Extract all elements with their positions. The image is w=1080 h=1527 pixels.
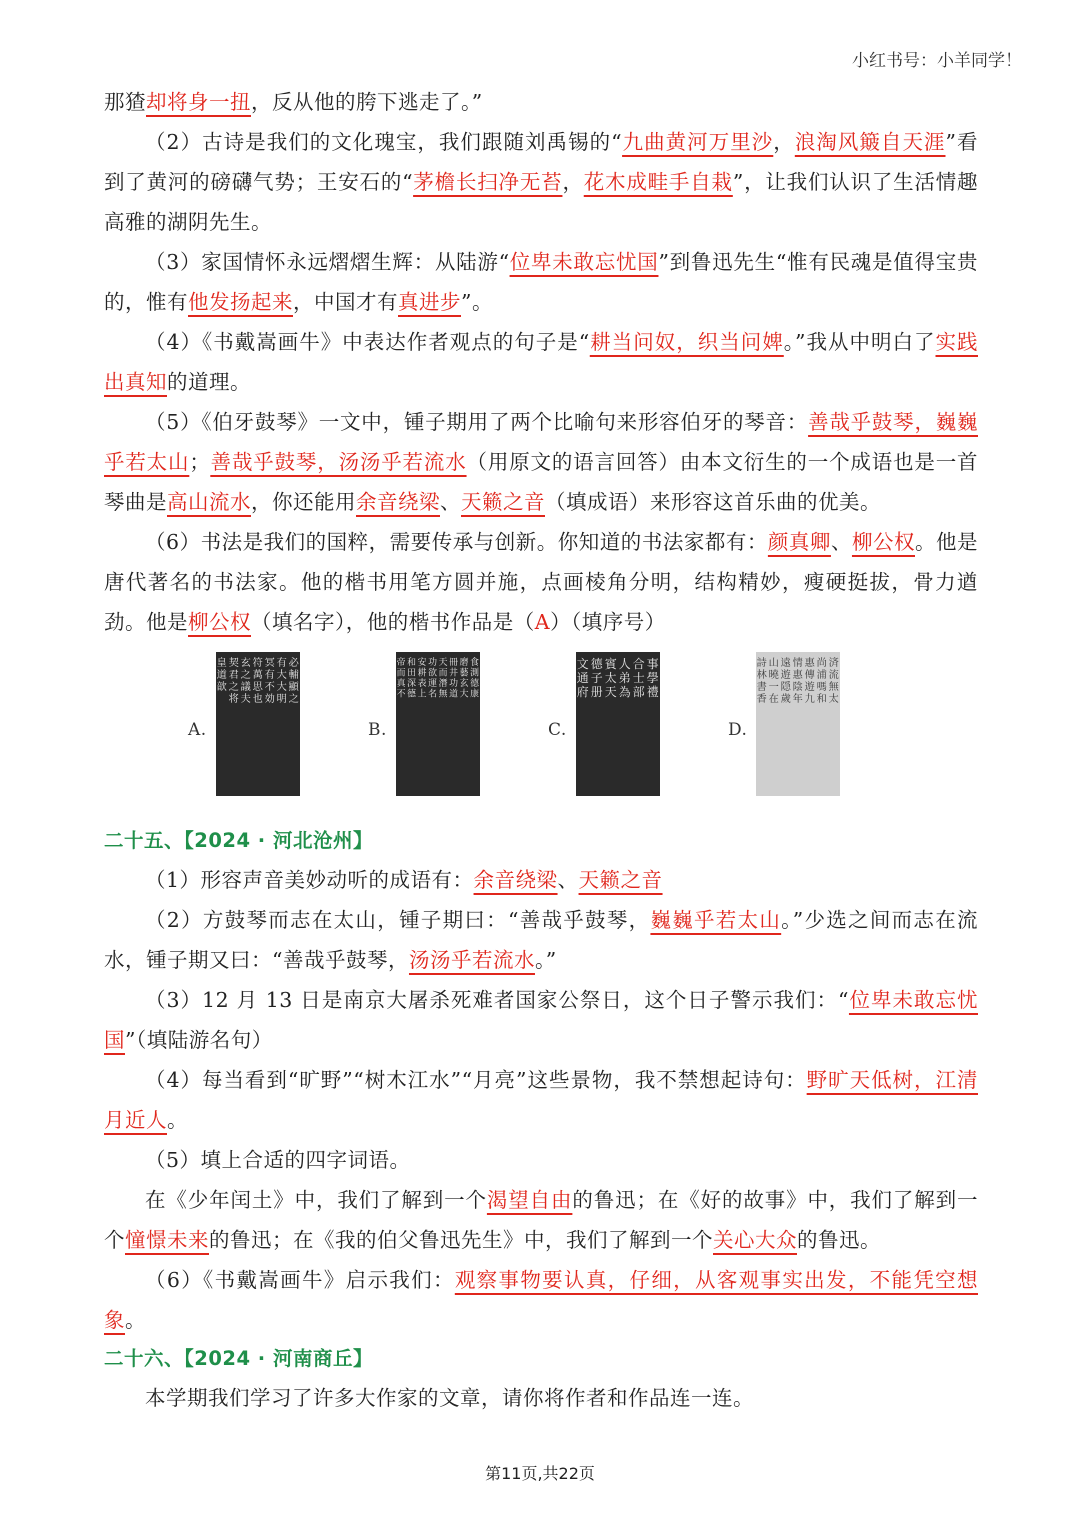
calligraphy-column: 人弟為 [618, 656, 632, 699]
text: （1）形容声音美妙动听的成语有： [145, 868, 474, 892]
text: ”。 [461, 290, 493, 314]
answer: 憧憬未来 [125, 1228, 209, 1252]
q25-item-1 [104, 860, 978, 900]
calligraphy-rubbing-b [396, 652, 480, 796]
text: （6）《书戴嵩画牛》启示我们： [145, 1268, 455, 1292]
text: 。”我从中明白了 [783, 330, 936, 354]
answer: 天籁之音 [461, 490, 545, 514]
calligraphy-rubbing-a [216, 652, 300, 796]
text: （填名字），他的楷书作品是（ [251, 610, 535, 634]
text: （填成语）来形容这首乐曲的优美。 [545, 490, 881, 514]
calligraphy-column: 和田深德 [407, 657, 417, 700]
calligraphy-column: 事學禮 [646, 656, 660, 699]
text: （5）填上合适的四字词语。 [145, 1148, 411, 1172]
text: 、 [830, 530, 852, 554]
q24-item-3 [104, 242, 978, 322]
text: ，你还能用 [251, 490, 356, 514]
calligraphy-column: 尚浦嗎和 [816, 658, 828, 706]
answer: 善哉乎鼓琴，巍巍乎若太山 [104, 410, 978, 474]
answer: 九曲黄河万里沙 [622, 130, 774, 154]
calligraphy-column: 帝而真不 [396, 657, 406, 700]
calligraphy-column: 賓太天 [604, 656, 618, 699]
answer: 柳公权 [188, 610, 251, 634]
text: 、 [557, 868, 579, 892]
text: ）（填序号） [550, 610, 666, 634]
calligraphy-rubbing-c [576, 652, 660, 796]
text: （4）每当看到“旷野”“树木江水”“月亮”这些景物，我不禁想起诗句： [145, 1068, 807, 1092]
q24-item-5 [104, 402, 978, 522]
section-title-26: 二十六、【2024 · 河南商丘】 [104, 1347, 374, 1370]
answer: 真进步 [398, 290, 461, 314]
text: （用原文的语言回答）由本文衍生的一个成语也是一首琴曲是 [104, 450, 979, 514]
text: （4）《书戴嵩画牛》中表达作者观点的句子是“ [145, 330, 590, 354]
answer: 他发扬起来 [188, 290, 293, 314]
q25-item-5 [104, 1140, 978, 1180]
text: （6）书法是我们的国粹，需要传承与创新。你知道的书法家都有： [145, 530, 768, 554]
text: 。”少选之间而志在流水，锺子期又曰：“善哉乎鼓琴， [104, 908, 978, 972]
calligraphy-column: 德子册 [590, 656, 604, 699]
figure-label: D. [728, 720, 748, 740]
figure-label: A. [188, 720, 207, 740]
answer: 渴望自由 [486, 1188, 573, 1212]
answer: 高山流水 [167, 490, 251, 514]
text: 的鲁迅；在《好的故事》中，我们了解到一个 [104, 1188, 979, 1252]
calligraphy-column: 玄之議夫 [240, 658, 252, 706]
answer: 天籁之音 [578, 868, 663, 892]
text: ”到鲁迅先生“惟有民魂是值得宝贵的，惟有 [104, 250, 978, 314]
calligraphy-column: 惠傳遊九 [804, 658, 816, 706]
text: 在《少年闰土》中，我们了解到一个 [145, 1188, 487, 1212]
calligraphy-column: 冊井功道 [449, 657, 459, 700]
q25-item-2 [104, 900, 978, 980]
text: 。他是唐代著名的书法家。他的楷书用笔方圆并施，点画棱角分明，结构精妙，瘦硬挺拔，骨力遒劲。他是 [104, 530, 979, 634]
text: ； [189, 450, 211, 474]
q25-item-3 [104, 980, 978, 1060]
calligraphy-column: 天而潛無 [438, 657, 448, 700]
calligraphy-column: 符萬思也 [252, 658, 264, 706]
text: 。 [167, 1108, 188, 1132]
answer: 善哉乎鼓琴，汤汤乎若流水 [210, 450, 467, 474]
calligraphy-column: 皇道歆 [216, 658, 228, 694]
q24-line-0 [104, 82, 978, 122]
q26-item-1 [104, 1378, 978, 1418]
calligraphy-column: 山曉一在 [768, 658, 780, 706]
text: 。 [125, 1308, 146, 1332]
text: ，反从他的胯下逃走了。” [251, 90, 483, 114]
answer: 位卑未敢忘忧国 [104, 988, 978, 1052]
answer: 茅檐长扫净无苔 [413, 170, 563, 194]
q25-item-6 [104, 1260, 978, 1340]
answer: 余音绕梁 [356, 490, 440, 514]
calligraphy-column: 有大大明 [276, 658, 288, 706]
calligraphy-column: 安耕表上 [417, 657, 427, 700]
q25-item-4 [104, 1060, 978, 1140]
answer: 巍巍乎若太山 [650, 908, 782, 932]
text: （3）家国情怀永远熠熠生辉：从陆游“ [145, 250, 510, 274]
calligraphy-column: 文通府 [576, 656, 590, 699]
answer: 实践出真知 [104, 330, 978, 394]
text: 、 [440, 490, 461, 514]
text: （2）古诗是我们的文化瑰宝，我们跟随刘禹锡的“ [145, 130, 623, 154]
calligraphy-column: 合士部 [632, 656, 646, 699]
figure-label: B. [368, 720, 387, 740]
text: ， [562, 170, 584, 194]
calligraphy-column: 冥有不効 [264, 658, 276, 706]
text: 那猹 [104, 90, 146, 114]
q25-item-5-body [104, 1180, 978, 1260]
answer: 观察事物要认真，仔细，从客观事实出发，不能凭空想象 [104, 1268, 978, 1332]
calligraphy-column: 済流無太 [828, 658, 840, 706]
calligraphy-column: 遠遊隠歲 [780, 658, 792, 706]
calligraphy-manuscript-d [756, 652, 840, 796]
answer: 汤汤乎若流水 [408, 948, 535, 972]
calligraphy-column: 契君之将 [228, 658, 240, 706]
text: 。” [534, 948, 557, 972]
text: （5）《伯牙鼓琴》一文中，锺子期用了两个比喻句来形容伯牙的琴音： [145, 410, 809, 434]
answer: 关心大众 [713, 1228, 797, 1252]
calligraphy-column: 必輔顯之 [288, 658, 300, 706]
text: ”看到了黄河的磅礴气势；王安石的“ [104, 130, 979, 194]
text: （3）12 月 13 日是南京大屠杀死难者国家公祭日，这个日子警示我们：“ [145, 988, 849, 1012]
answer: 却将身一扭 [146, 90, 251, 114]
calligraphy-column: 功欲運名 [428, 657, 438, 700]
answer: 颜真卿 [767, 530, 831, 554]
q24-item-4 [104, 322, 978, 402]
text: ”（填陆游名句） [125, 1028, 273, 1052]
document-body [104, 82, 978, 1418]
q24-item-2 [104, 122, 978, 242]
text: ，中国才有 [293, 290, 398, 314]
text: ， [773, 130, 795, 154]
text: 的鲁迅。 [797, 1228, 881, 1252]
calligraphy-column: 磨藝玄大 [459, 657, 469, 700]
text: 本学期我们学习了许多大作家的文章，请你将作者和作品连一连。 [145, 1386, 754, 1410]
text: 的道理。 [167, 370, 251, 394]
calligraphy-column: 食測德康 [470, 657, 480, 700]
calligraphy-figures [104, 642, 978, 822]
answer: 耕当问奴，织当问婢 [589, 330, 784, 354]
answer: 柳公权 [851, 530, 915, 554]
answer: A [534, 610, 551, 634]
page-number: 第11页,共22页 [485, 1464, 595, 1483]
text: 的鲁迅；在《我的伯父鲁迅先生》中，我们了解到一个 [209, 1228, 713, 1252]
text: ”，让我们认识了生活情趣高雅的湖阴先生。 [104, 170, 979, 234]
watermark: 小红书号：小羊同学！ [852, 51, 1022, 71]
figure-label: C. [548, 720, 567, 740]
answer: 花木成畦手自栽 [583, 170, 733, 194]
answer: 野旷天低树，江清月近人 [104, 1068, 978, 1132]
answer: 浪淘风簸自天涯 [794, 130, 946, 154]
calligraphy-column: 情惠陰年 [792, 658, 804, 706]
answer: 余音绕梁 [473, 868, 558, 892]
section-title-25: 二十五、【2024 · 河北沧州】 [104, 829, 374, 852]
answer: 位卑未敢忘忧国 [509, 250, 659, 274]
q24-item-6 [104, 522, 978, 642]
calligraphy-column: 詩林書香 [756, 658, 768, 706]
text: （2）方鼓琴而志在太山，锺子期曰：“善哉乎鼓琴， [145, 908, 651, 932]
